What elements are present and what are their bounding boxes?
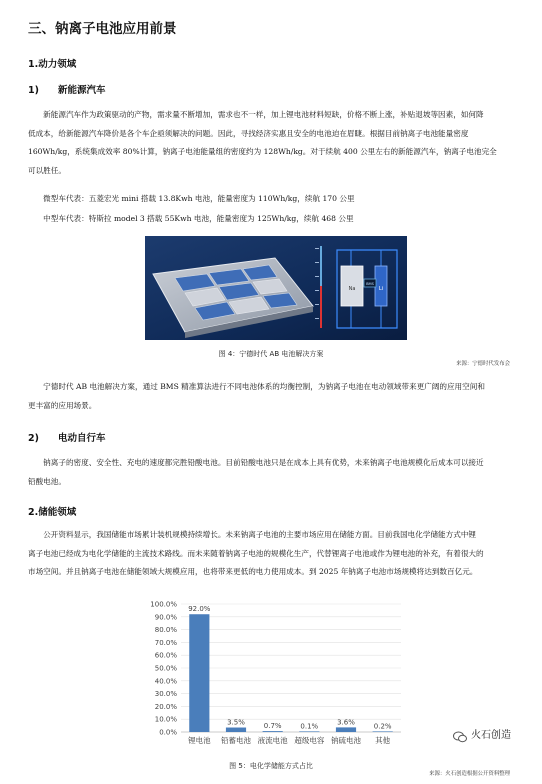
subsubsection-title-nev: 1) 新能源汽车 — [28, 85, 106, 96]
section-title: 三、钠离子电池应用前景 — [28, 21, 177, 37]
paragraph-line: 钠离子的密度、安全性、充电的速度都完胜铅酸电池。目前铅酸电池只是在成本上具有优势，未来钠离子电池规模化后成本可以接近 — [28, 458, 484, 467]
y-tick-label: 40.0% — [154, 677, 177, 686]
paragraph-ab-battery — [28, 378, 518, 415]
y-tick-label: 80.0% — [154, 626, 177, 635]
data-label: 0.7% — [263, 722, 282, 731]
y-tick-label: 50.0% — [154, 664, 177, 673]
bar — [263, 731, 283, 732]
y-tick-label: 60.0% — [154, 651, 177, 660]
y-tick-label: 100.0% — [150, 600, 177, 609]
paragraph-nev — [28, 106, 518, 180]
y-tick-label: 70.0% — [154, 638, 177, 647]
mid-car-line: 中型车代表：特斯拉 model 3 搭载 55Kwh 电池，能量密度为 125Wh/kg，续航 468 公里 — [28, 214, 354, 223]
y-tick-label: 90.0% — [154, 613, 177, 622]
figure-4-caption: 图 4：宁德时代 AB 电池解决方案 — [218, 350, 324, 358]
paragraph-line: 宁德时代 AB 电池解决方案，通过 BMS 精准算法进行不同电池体系的均衡控制，为钠离子电池在电动领域带来更广阔的应用空间和 — [28, 382, 485, 391]
wechat-icon — [453, 728, 467, 740]
x-tick-label: 钠硫电池 — [331, 736, 361, 745]
bar — [226, 728, 246, 732]
figure-5-source: 来源：火石创造根据公开资料整理 — [429, 771, 510, 777]
data-label: 0.1% — [300, 722, 319, 731]
micro-car-line: 微型车代表：五菱宏光 mini 搭载 13.8Kwh 电池，能量密度为 110Wh/kg，续航 170 公里 — [28, 194, 355, 203]
bar — [299, 731, 319, 732]
data-label: 0.2% — [373, 722, 392, 731]
watermark — [453, 726, 511, 741]
figure-4-source: 来源：宁德时代发布会 — [456, 361, 510, 367]
paragraph-line: 离子电池已经成为电化学储能的主流技术路线。而未来随着钠离子电池的规模化生产，代替锂离子电池或作为锂电池的补充，有着很大的 — [28, 548, 484, 558]
y-tick-label: 10.0% — [154, 715, 177, 724]
subsubsection-title-ebike: 2) 电动自行车 — [28, 433, 106, 444]
subsection-title-storage: 2.储能领域 — [28, 507, 77, 518]
paragraph-line: 160Wh/kg，系统集成效率 80%计算，钠离子电池能量组的密度约为 128Wh/kg。对于续航 400 公里左右的新能源汽车，钠离子电池完全 — [28, 147, 497, 156]
paragraph-line: 铅酸电池。 — [28, 476, 66, 486]
y-tick-label: 30.0% — [154, 690, 177, 699]
paragraph-line: 新能源汽车作为政策驱动的产物，需求量不断增加，需求也不一样，加上锂电池材料短缺，价格不断上涨，补贴退坡等因素，如何降 — [28, 110, 484, 119]
watermark-text: 火石创造 — [471, 730, 511, 741]
paragraph-ebike — [28, 454, 518, 491]
x-tick-label: 超级电容 — [294, 736, 325, 745]
paragraph-line: 市场空间。并且钠离子电池在储能领域大规模应用，也将带来更低的电力使用成本。到 2025 年钠离子电池市场规模将达到数百亿元。 — [28, 567, 478, 576]
paragraph-line: 更丰富的应用场景。 — [28, 400, 97, 410]
x-tick-label: 铅蓄电池 — [221, 736, 251, 745]
na-label: Na — [348, 286, 356, 292]
data-label: 3.5% — [227, 718, 245, 727]
bar — [373, 731, 393, 732]
y-tick-label: 20.0% — [154, 702, 177, 711]
li-label: Li — [378, 286, 384, 292]
paragraph-line: 可以胜任。 — [28, 165, 66, 175]
bar — [336, 727, 356, 732]
data-label: 92.0% — [188, 605, 211, 614]
figure-5-caption: 图 5：电化学储能方式占比 — [229, 762, 313, 770]
x-tick-label: 液流电池 — [257, 736, 288, 745]
paragraph-line: 公开资料显示，我国储能市场累计装机规模持续增长。未来钠离子电池的主要市场应用在储能方面。目前我国电化学储能方式中锂 — [28, 530, 477, 539]
paragraph-storage — [28, 526, 518, 582]
bar — [189, 614, 209, 732]
bms-label: BMS — [366, 282, 374, 286]
x-tick-label: 其他 — [375, 736, 391, 745]
y-tick-label: 0.0% — [159, 728, 177, 737]
subsection-title-power: 1.动力领域 — [28, 59, 77, 70]
data-label: 3.6% — [337, 718, 355, 727]
figure-5-chart — [145, 596, 407, 754]
x-tick-label: 锂电池 — [188, 736, 211, 745]
paragraph-line: 低成本，给新能源汽车降价是各个车企亟须解决的问题。因此，寻找经济实惠且安全的电池迫在眉睫。根据目前钠离子电池能量密度 — [28, 128, 469, 138]
figure-4-image — [145, 236, 407, 340]
